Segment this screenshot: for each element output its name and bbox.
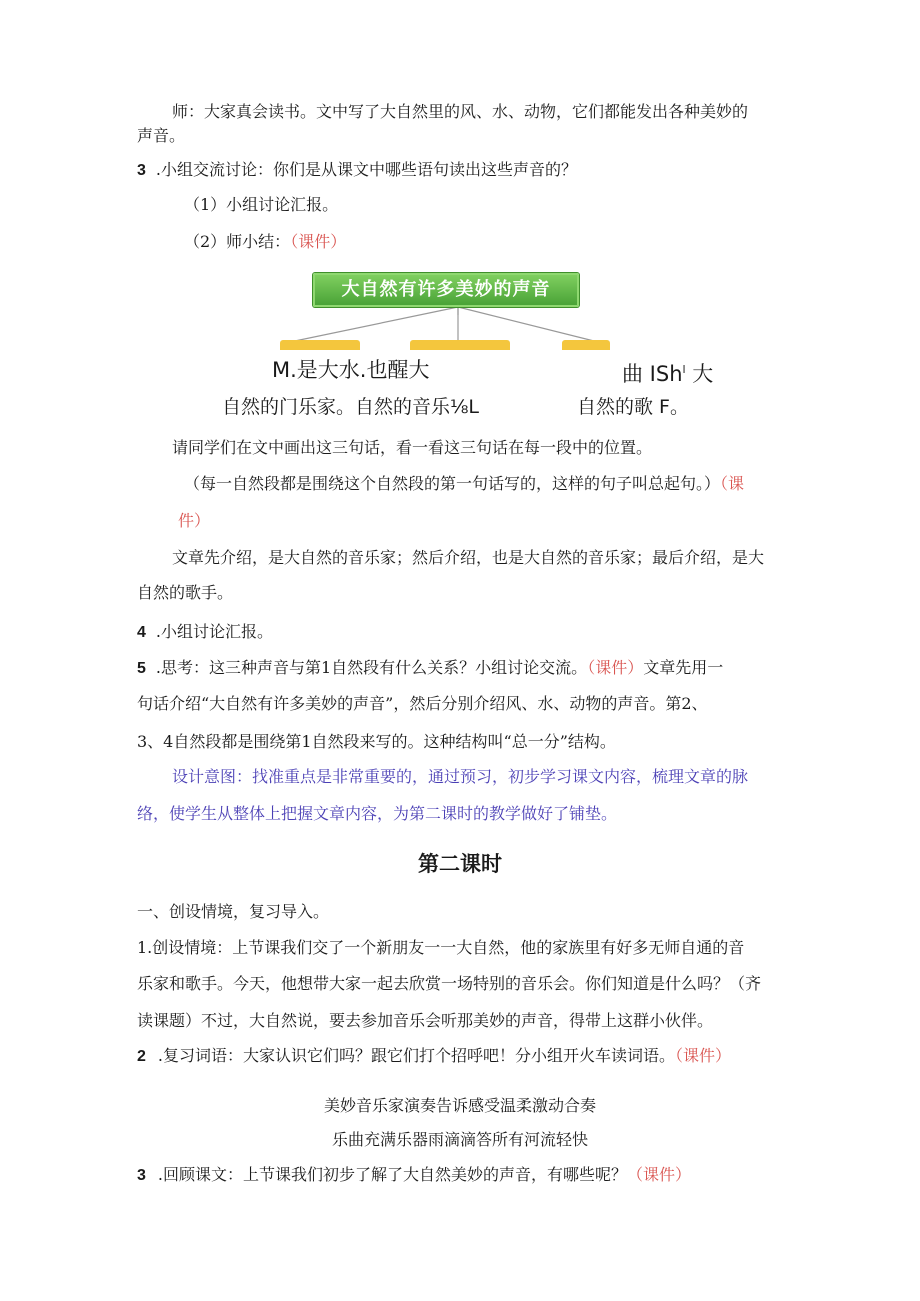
text-line: 自然的歌手。: [137, 583, 234, 602]
list-text: .思考：这三种声音与第1自然段有什么关系？小组讨论交流。: [155, 658, 588, 677]
text-line: 句话介绍“大自然有许多美妙的声音”，然后分别介绍风、水、动物的声音。第2、: [137, 694, 708, 713]
ocr-superscript: l: [682, 363, 686, 376]
list-number: 3: [137, 162, 146, 179]
list-item: [137, 1045, 731, 1068]
diagram-ocr-text: M.是大水.也醒大: [272, 358, 430, 382]
list-item: [137, 621, 273, 644]
diagram-box-wind: [280, 340, 360, 350]
vocab-line: 乐曲充满乐器雨滴滴答所有河流轻快: [331, 1130, 588, 1149]
sounds-diagram: [280, 270, 610, 350]
section-heading: 第二课时: [418, 852, 502, 876]
courseware-tag: （课件）: [290, 232, 347, 251]
list-text: .小组讨论汇报。: [155, 622, 273, 641]
diagram-banner: 大自然有许多美妙的声音: [313, 273, 579, 307]
list-text: .回顾课文：上节课我们初步了解了大自然美妙的声音，有哪些呢？: [157, 1165, 627, 1184]
list-text: .复习词语：大家认识它们吗？跟它们打个招呼吧！分小组开火车读词语。: [157, 1046, 675, 1065]
text-line: 读课题）不过，大自然说，要去参加音乐会听那美妙的声音，得带上这群小伙伴。: [137, 1011, 714, 1030]
ocr-fragment: 大: [685, 362, 714, 386]
list-number: 2: [137, 1048, 146, 1065]
sub-item: [184, 231, 346, 253]
text-line: 文章先介绍，是大自然的音乐家；然后介绍，也是大自然的音乐家；最后介绍，是大: [172, 548, 765, 567]
ocr-fragment: 曲 ISh: [622, 362, 683, 386]
sub-item: （1）小组讨论汇报。: [184, 195, 339, 214]
diagram-ocr-text: [622, 357, 713, 387]
list-item: [137, 1164, 691, 1187]
sub-item-text: （2）师小结：: [184, 232, 291, 251]
text-line: 师：大家真会读书。文中写了大自然里的风、水、动物，它们都能发出各种美妙的: [172, 102, 749, 121]
connector-line: [290, 307, 458, 342]
list-number: 5: [137, 660, 146, 677]
list-number: 3: [137, 1167, 146, 1184]
list-number: 4: [137, 624, 146, 641]
list-text: .小组交流讨论：你们是从课文中哪些语句读出这些声音的？: [155, 160, 577, 179]
design-intent: 设计意图：找准重点是非常重要的，通过预习，初步学习课文内容，梳理文章的脉: [172, 767, 749, 786]
courseware-tag: （课件）: [675, 1046, 732, 1065]
vocab-line: 美妙音乐家演奏告诉感受温柔激动合奏: [323, 1096, 596, 1115]
courseware-tag: 件）: [178, 511, 211, 530]
text-line: 1.创设情境：上节课我们交了一个新朋友一一大自然，他的家族里有好多无师自通的音: [137, 938, 745, 957]
text-line: 请同学们在文中画出这三句话，看一看这三句话在每一段中的位置。: [172, 438, 653, 457]
connector-line: [458, 307, 598, 342]
text-line: 一、创设情境，复习导入。: [137, 902, 330, 921]
text-line: 3、4自然段都是围绕第1自然段来写的。这种结构叫“总一分”结构。: [137, 732, 616, 751]
list-text: 文章先用一: [643, 658, 724, 677]
courseware-tag: （课: [720, 474, 745, 493]
text-line: 乐家和歌手。今天，他想带大家一起去欣赏一场特别的音乐会。你们知道是什么吗？（齐: [137, 974, 762, 993]
list-item: [137, 159, 577, 182]
diagram-box-water: [410, 340, 510, 350]
list-item: [137, 657, 723, 680]
courseware-tag: （课件）: [627, 1165, 692, 1184]
text-line: 声音。: [137, 126, 186, 145]
diagram-ocr-text: 自然的歌 F。: [577, 396, 689, 418]
design-intent: 络，使学生从整体上把握文章内容，为第二课时的教学做好了铺垫。: [137, 804, 618, 823]
diagram-box-animal: [562, 340, 610, 350]
text-fragment: （每一自然段都是围绕这个自然段的第一句话写的，这样的句子叫总起句。）: [184, 474, 721, 493]
courseware-tag: （课件）: [587, 658, 644, 677]
diagram-ocr-text: 自然的门乐家。自然的音乐⅛L: [222, 396, 480, 418]
text-line: [184, 473, 744, 495]
